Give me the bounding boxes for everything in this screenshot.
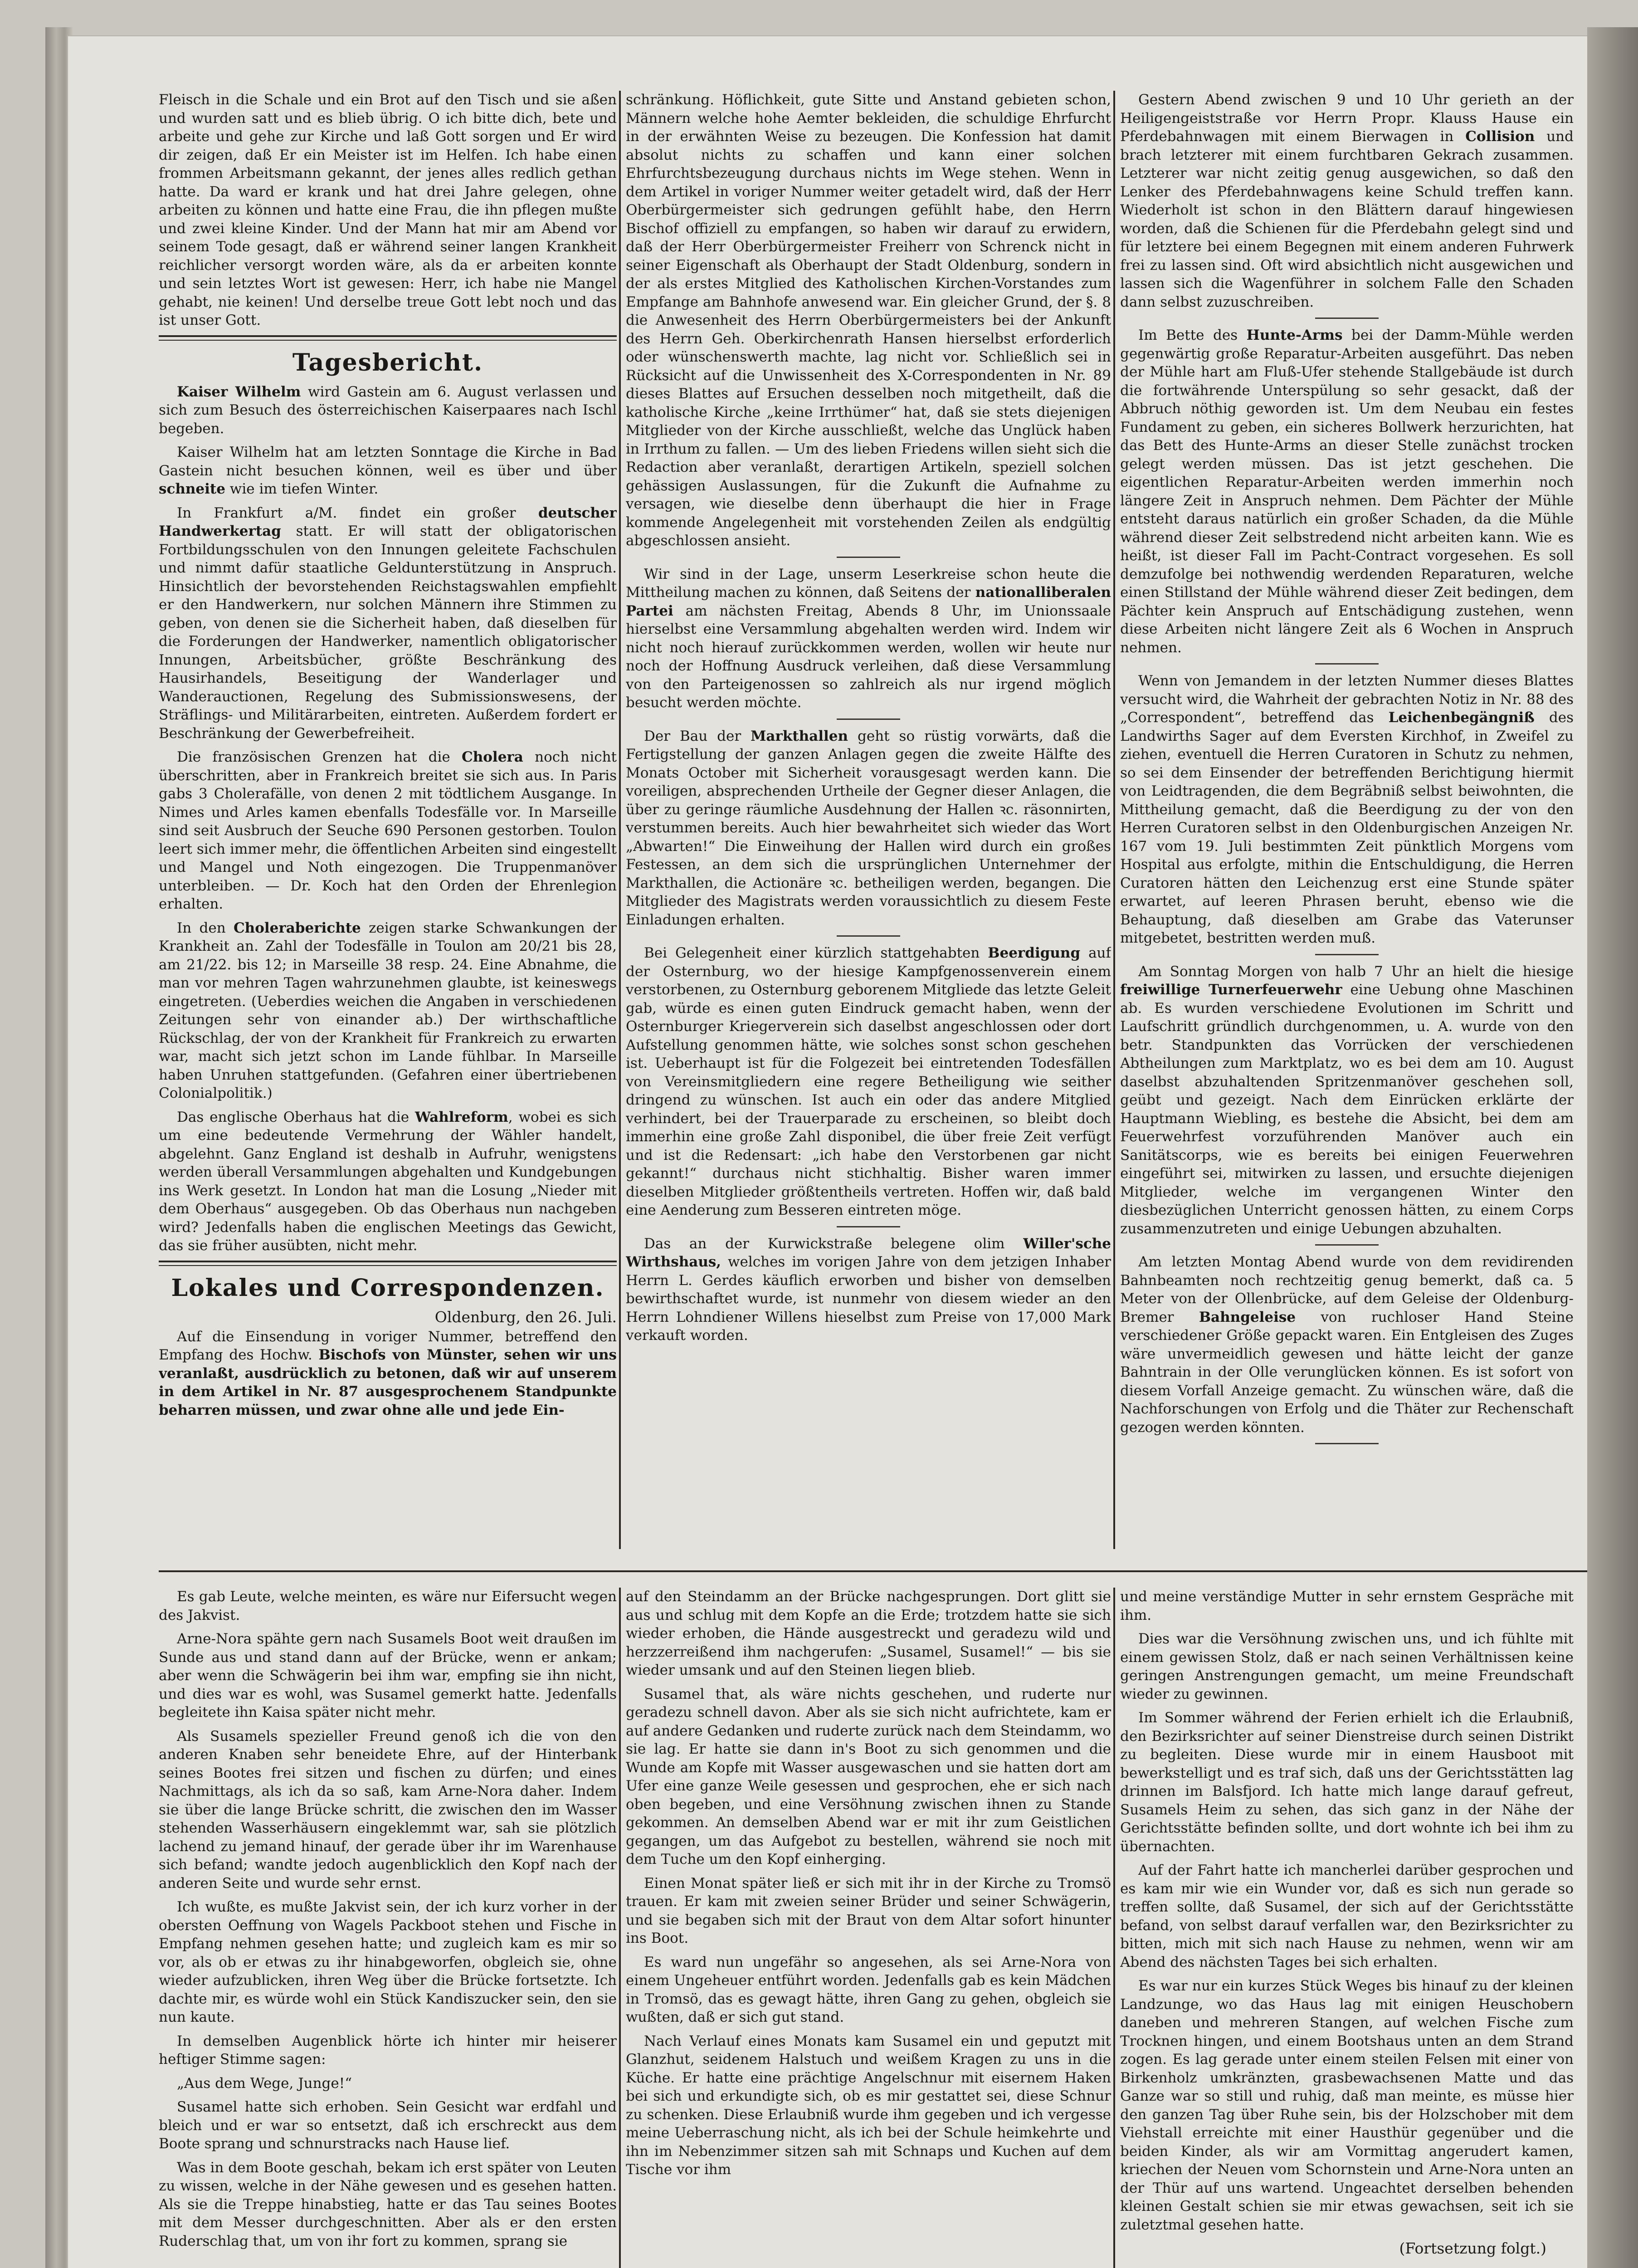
item-divider	[837, 1226, 900, 1227]
section-rule	[159, 340, 617, 341]
news-paragraph: Bei Gelegenheit einer kürzlich stattgehabten Beerdigung auf der Osternburg, wo der hiesige Kampfgenossenverein einem verstorbenen, zu Osternburg geborenem Mitgliede das letzte Geleit gab, würde es einen guten Eindruck gemacht haben, wenn der Osternburger Kriegerverein sich daselbst angeschlossen oder dort Aufstellung genommen hätte, wie solches sonst schon geschehen ist. Ueberhaupt ist für die Folgezeit bei eintretenden Todesfällen von Vereinsmitgliedern eine regere Betheiligung wie seither dringend zu wünschen. Ist auch ein oder das andere Mitglied verhindert, bei der Trauerparade zu erscheinen, so bleibt doch immerhin eine große Zahl disponibel, die über freie Zeit verfügt und ist die Redensart: „ich habe den Verstorbenen gar nicht gekannt!“ durchaus nicht stichhaltig. Bisher waren immer dieselben Mitglieder größtentheils vertreten. Hoffen wir, daß bald eine Aenderung zum Besseren eintreten möge.	[626, 945, 1111, 1218]
continuation-note: (Fortsetzung folgt.)	[1399, 2239, 1546, 2257]
news-paragraph: Das englische Oberhaus hat die Wahlreform, wobei es sich um eine bedeutende Vermehrung der Wähler handelt, abgelehnt. Ganz England ist deshalb in Aufruhr, wenigstens werden überall Versammlungen abgehalten und Kundgebungen ins Werk gesetzt. In London hat man die Losung „Nieder mit dem Oberhaus“ ausgegeben. Ob das Oberhaus nun nachgeben wird? Jedenfalls haben die englischen Meetings das Gewicht, das sie früher ausübten, nicht mehr.	[159, 1109, 617, 1254]
news-section	[91, 91, 1574, 1551]
item-divider	[837, 935, 900, 937]
story-paragraph: Nach Verlauf eines Monats kam Susamel ein und geputzt mit Glanzhut, seidenem Halstuch und weißem Kragen zu uns in die Küche. Er hatte eine prächtige Angelschnur mit eisernem Haken bei sich und erkundigte sich, ob es mir gestattet sei, diese Schnur zu schenken. Diese Erlaubniß wurde ihm gegeben und ich vergesse meine Ueberraschung nicht, als ich bei der Schule heimkehrte und ihn im Nebenzimmer sitzen sah mit Schnaps und Kuchen auf dem Tische vor ihm	[626, 2033, 1111, 2178]
section-rule	[159, 335, 617, 337]
column-rule	[1113, 91, 1115, 1549]
story-paragraph: „Aus dem Wege, Junge!“	[177, 2075, 352, 2092]
news-column-1	[159, 91, 617, 1551]
section-title-lokales: Lokales und Correspondenzen.	[171, 1274, 604, 1302]
column-rule	[1113, 1588, 1115, 2268]
feuilleton-rule	[159, 1570, 1587, 1572]
item-divider	[1315, 663, 1379, 665]
story-column-1	[159, 1588, 617, 2268]
section-rule	[159, 1265, 617, 1266]
news-paragraph: Im Bette des Hunte-Arms bei der Damm-Mühle werden gegenwärtig große Reparatur-Arbeiten ausgeführt. Das neben der Mühle hart am Fluß-Ufer stehende Stallgebäude ist durch die fortwährende Unterspülung so sehr gesackt, daß der Abbruch nöthig geworden ist. Um dem Neubau ein festes Fundament zu geben, ein sicheres Bollwerk herzurichten, hat das Bett des Hunte-Arms an dieser Stelle zunächst trocken gelegt werden müssen. Das ist jetzt geschehen. Die eigentlichen Reparatur-Arbeiten werden immerhin noch längere Zeit in Anspruch nehmen. Dem Pächter der Mühle entsteht daraus natürlich ein großer Schaden, da die Mühle während dieser Zeit selbstredend nicht arbeiten kann. Wie es heißt, ist dieser Fall im Pacht-Contract vorgesehen. Es soll demzufolge bei nothwendig werdenden Reparaturen, welche einen Stillstand der Mühle während dieser Zeit bedingen, dem Pächter kein Anspruch auf Entschädigung zustehen, wenn diese Arbeiten nicht längere Zeit als 6 Wochen in Anspruch nehmen.	[1120, 327, 1574, 656]
item-divider	[837, 719, 900, 720]
item-divider	[1315, 1443, 1379, 1444]
news-paragraph: Am letzten Montag Abend wurde von dem revidirenden Bahnbeamten noch rechtzeitig genug bemerkt, daß ca. 5 Meter von der Ollenbrücke, auf dem Geleise der Oldenburg-Bremer Bahngeleise von ruchloser Hand Steine verschiedener Größe gepackt waren. Ein Entgleisen des Zuges wäre unvermeidlich gewesen und hätte leicht der ganze Bahntrain in der Olle verunglücken können. Es ist sofort von diesem Vorfall Anzeige gemacht. Zu wünschen wäre, daß die Nachforschungen von Erfolg und die Thäter zur Rechenschaft gezogen werden könnten.	[1120, 1254, 1574, 1436]
page-stack-edge	[1587, 27, 1638, 2268]
intro-paragraph: Fleisch in die Schale und ein Brot auf den Tisch und sie aßen und wurden satt und es blieb übrig. O ich bitte dich, bete und arbeite und gehe zur Kirche und laß Gott sorgen und Er wird dir zeigen, daß Er ein Meister ist im Helfen. Ich habe einen frommen Arbeitsmann gekannt, der jenes alles redlich gethan hatte. Da ward er krank und hat drei Jahre gelegen, ohne arbeiten zu können und hatte eine Frau, die ihn pflegen mußte und zwei kleine Kinder. Und der Mann hat mir am Abend vor seinem Tode gesagt, daß er während seiner langen Krankheit reichlicher versorgt worden wäre, als da er arbeiten konnte und sein letztes Wort ist gewesen: Herr, ich habe nie Mangel gehabt, nie keinen! Und derselbe treue Gott lebt noch und das ist unser Gott.	[159, 92, 617, 328]
story-paragraph: Dies war die Versöhnung zwischen uns, und ich fühlte mit einem gewissen Stolz, daß er nach seinen Verhältnissen keine geringen Anstrengungen gemacht, um meine Freundschaft wieder zu gewinnen.	[1120, 1631, 1574, 1702]
section-rule	[159, 1261, 617, 1262]
column-rule	[619, 1588, 621, 2268]
news-paragraph: In den Choleraberichte zeigen starke Schwankungen der Krankheit an. Zahl der Todesfälle in Toulon am 20/21 bis 28, am 21/22. bis 12; in Marseille 38 resp. 24. Eine Abnahme, die man vor mehren Tagen wahrzunehmen glaubte, ist keineswegs eingetreten. (Ueberdies weichen die Angaben in verschiedenen Zeitungen sehr von einander ab.) Der wirthschaftliche Rückschlag, der von der Krankheit für Frankreich zu erwarten war, macht sich jetzt schon im Lande fühlbar. In Marseille haben Unruhen stattgefunden. (Gefahren einer übertriebenen Colonialpolitik.)	[159, 919, 617, 1101]
item-divider	[837, 557, 900, 558]
news-paragraph: In Frankfurt a/M. findet ein großer deutscher Handwerkertag statt. Er will statt der obligatorischen Fortbildungsschulen von den Innungen geleitete Fachschulen und nimmt dafür staatliche Geldunterstützung in Anspruch. Hinsichtlich der bevorstehenden Reichstagswahlen empfiehlt er den Handwerkern, nur solchen Männern ihre Stimmen zu geben, von denen sie die Sicherheit haben, daß dieselben für die Forderungen der Handwerker, namentlich obligatorischer Innungen, Arbeitsbücher, größte Beschränkung des Hausirhandels, Beseitigung der Wanderlager und Wanderauctionen, Regelung des Submissionswesens, der Sträflings- und Militärarbeiten, eintreten. Außerdem fordert er Beschränkung der Gewerbefreiheit.	[159, 504, 617, 742]
story-paragraph: In demselben Augenblick hörte ich hinter mir heiserer heftiger Stimme sagen:	[159, 2033, 617, 2068]
news-paragraph: Das an der Kurwickstraße belegene olim Willer'sche Wirthshaus, welches im vorigen Jahre von dem jetzigen Inhaber Herrn L. Gerdes käuflich erworben und bisher von demselben bewirthschaftet wurde, ist nunmehr von diesem wieder an den Herrn Lohndiener Willens hieselbst zum Preise von 17,000 Mark verkauft worden.	[626, 1235, 1111, 1344]
news-paragraph: Wenn von Jemandem in der letzten Nummer dieses Blattes versucht wird, die Wahrheit der gebrachten Notiz in Nr. 88 des „Correspondent“, betreffend das Leichenbegängniß des Landwirths Sager auf dem Eversten Kirchhof, in Zweifel zu ziehen, eventuell die Herren Curatoren in Schutz zu nehmen, so sei dem Einsender der betreffenden Berichtigung hiermit von Leidtragenden, die dem Begräbniß selbst beiwohnten, die Mittheilung gemacht, daß die Beerdigung zu der von den Herren Curatoren selbst in den Oldenburgischen Anzeigen Nr. 167 vom 19. Juli bestimmten Zeit pünktlich Morgens vom Hospital aus erfolgte, mithin die Entschuldigung, die Herren Curatoren hätten den Leichenzug erst eine Stunde später erwartet, auf leeren Phrasen beruht, ebenso wie die Behauptung, daß dieselben am Grabe das Vaterunser mitgebetet, bestritten werden muß.	[1120, 673, 1574, 946]
news-paragraph: Der Bau der Markthallen geht so rüstig vorwärts, daß die Fertigstellung der ganzen Anlagen gegen die zweite Hälfte des Monats October mit Sicherheit vorausgesagt werden kann. Die voreiligen, absprechenden Urtheile der Gegner dieser Anlagen, die über zu geringe räumliche Ausdehnung der Hallen ꝛc. räsonnirten, verstummen bereits. Auch hier bewahrheitet sich wieder das Wort „Abwarten!“ Die Einweihung der Hallen wird durch ein großes Festessen, an dem sich die ursprünglichen Unternehmer der Markthallen, die Actionäre ꝛc. betheiligen werden, begangen. Die Mitglieder des Magistrats werden voraussichtlich zu diesem Feste Einladungen erhalten.	[626, 728, 1111, 928]
story-column-3	[1120, 1588, 1574, 2268]
news-column-3	[1120, 91, 1574, 1551]
news-paragraph: Am Sonntag Morgen von halb 7 Uhr an hielt die hiesige freiwillige Turnerfeuerwehr eine Uebung ohne Maschinen ab. Es wurden verschiedene Evolutionen im Schritt und Laufschritt gründlich durchgenommen, u. A. wurde von den betr. Standpunkten das Vorrücken der verschiedenen Abtheilungen zum Marktplatz, wo es bei dem am 10. August daselbst abzuhaltenden Spritzenmanöver geschehen soll, geübt und gezeigt. Nach dem Einrücken erklärte der Hauptmann Wiebling, es bestehe die Absicht, bei dem am Feuerwehrfest vorzuführenden Manöver auch ein Sanitätscorps, wie es bereits bei einigen Feuerwehren eingeführt sei, mitwirken zu lassen, und ersuchte diejenigen Mitglieder, welche im vergangenen Winter den diesbezüglichen Unterricht genossen hätten, zu einem Corps zusammenzutreten und einige Uebungen abzuhalten.	[1120, 963, 1574, 1237]
news-paragraph: Wir sind in der Lage, unserm Leserkreise schon heute die Mittheilung machen zu können, daß Seitens der nationalliberalen Partei am nächsten Freitag, Abends 8 Uhr, im Unionssaale hierselbst eine Versammlung abgehalten werden wird. Indem wir nicht noch hierauf zurückkommen werden, wollen wir heute nur noch der Hoffnung Ausdruck verleihen, daß diese Versammlung von den Parteigenossen so zahlreich als nur irgend möglich besucht werden möchte.	[626, 566, 1111, 711]
story-paragraph: Als Susamels spezieller Freund genoß ich die von den anderen Knaben sehr beneidete Ehre, auf der Hinterbank seines Bootes frei sitzen und fischen zu dürfen; und eines Nachmittags, als ich da so saß, kam Arne-Nora daher. Indem sie über die lange Brücke schritt, die zwischen den im Wasser stehenden Wasserhäusern eingeklemmt war, sah sie plötzlich lachend zu jemand hinauf, der gerade über ihr im Warenhause sich befand; wandte jedoch augenblicklich den Kopf nach der anderen Seite und wurde sehr ernst.	[159, 1728, 617, 1892]
feuilleton-section	[91, 1588, 1574, 2268]
story-paragraph: Susamel hatte sich erhoben. Sein Gesicht war erdfahl und bleich und er war so entsetzt, daß ich erschreckt aus dem Boote sprang und schnurstracks nach Hause lief.	[159, 2099, 617, 2152]
story-paragraph: Es war nur ein kurzes Stück Weges bis hinauf zu der kleinen Landzunge, wo das Haus lag mit einigen Heuschobern daneben und mehreren Stangen, auf welchen Fische zum Trocknen hingen, und einem Bootshaus unten an dem Strand zogen. Es lag gerade unter einem steilen Felsen mit einer von Birkenholz umkränzten, grasbewachsenen Matte und das Ganze war so still und ruhig, daß man meinte, es müsse hier den ganzen Tag über Ruhe sein, bis der Holzschober mit dem Viehstall erreichte mit einer Hausthür gegenüber und die beiden Kinder, als wir am Vormittag angerudert kamen, kriechen der Neuen vom Schornstein und Arne-Nora unten an der Thür auf uns wartend. Ungeachtet derselben behenden kleinen Gestalt schien sie mir etwas gewachsen, seit ich sie zuletztmal gesehen hatte.	[1120, 1978, 1574, 2233]
item-divider	[1315, 954, 1379, 955]
story-paragraph: auf den Steindamm an der Brücke nachgesprungen. Dort glitt sie aus und schlug mit dem Kopfe an die Erde; trotzdem hatte sie sich wieder erhoben, die Hände ausgestreckt und geradezu wild und herzzerreißend ihm nachgerufen: „Susamel, Susamel!“ — bis sie wieder umsank und auf den Steinen liegen blieb.	[626, 1589, 1111, 1678]
dateline: Oldenburg, den 26. Juli.	[434, 1308, 617, 1326]
story-paragraph: Was in dem Boote geschah, bekam ich erst später von Leuten zu wissen, welche in der Nähe gewesen und es gesehen hatten. Als sie die Treppe hinabstieg, hatte er das Tau seines Bootes mit dem Messer durchgeschnitten. Aber als er den ersten Ruderschlag that, um von ihr fort zu kommen, sprang sie	[159, 2159, 617, 2249]
story-paragraph: Auf der Fahrt hatte ich mancherlei darüber gesprochen und es kam mir wie ein Wunder vor, daß es sich nun gerade so treffen sollte, daß Susamel, der sich auf der Gerichtsstätte befand, von selbst darauf verfallen war, den Bezirksrichter zu bitten, mich mit sich nach Hause zu nehmen, wenn wir am Abend des nächsten Tages bei sich erhalten.	[1120, 1862, 1574, 1970]
news-paragraph: Die französischen Grenzen hat die Cholera noch nicht überschritten, aber in Frankreich breitet sie sich aus. In Paris gabs 3 Cholerafälle, von denen 2 mit tödtlichem Ausgange. In Nimes und Arles kamen ebenfalls Todesfälle vor. In Marseille sind seit Ausbruch der Seuche 690 Personen gestorben. Toulon leert sich immer mehr, die öffentlichen Arbeiten sind eingestellt und Mangel und Noth eingezogen. Die Truppenmanöver unterbleiben. — Dr. Koch hat den Orden der Ehrenlegion erhalten.	[159, 749, 617, 912]
news-column-2	[626, 91, 1111, 1551]
column-rule	[619, 91, 621, 1549]
news-paragraph: Auf die Einsendung in voriger Nummer, betreffend den Empfang des Hochw. Bischofs von Münster, sehen wir uns veranlaßt, ausdrücklich zu betonen, daß wir auf unserem in dem Artikel in Nr. 87 ausgesprochenem Standpunkte beharren müssen, und zwar ohne alle und jede Ein-	[159, 1328, 617, 1418]
story-paragraph: Einen Monat später ließ er sich mit ihr in der Kirche zu Tromsö trauen. Er kam mit zweien seiner Brüder und seiner Schwägerin, und sie begaben sich mit der Braut von dem Altar sofort hinunter ins Boot.	[626, 1875, 1111, 1946]
story-paragraph: Susamel that, als wäre nichts geschehen, und ruderte nur geradezu schnell davon. Aber als sie sich nicht aufrichtete, kam er auf andere Gedanken und ruderte zurück nach dem Steindamm, wo sie lag. Er hatte sie dann in's Boot zu sich genommen und die Wunde am Kopfe mit Wasser ausgewaschen und sie hatten dort am Ufer eine ganze Weile gesessen und gesprochen, ehe er sich nach oben begeben, und eine Versöhnung zwischen ihnen zu Stande gekommen. An demselben Abend war er mit ihr zum Geistlichen gegangen, um das Aufgebot zu bestellen, während sie noch mit dem Tuche um den Kopf einherging.	[626, 1686, 1111, 1867]
section-title-tagesbericht: Tagesbericht.	[292, 348, 483, 376]
story-column-2	[626, 1588, 1111, 2268]
item-divider	[1315, 318, 1379, 319]
news-paragraph: schränkung. Höflichkeit, gute Sitte und Anstand gebieten schon, Männern welche hohe Aemter bekleiden, die schuldige Ehrfurcht in der erwähnten Weise zu bezeugen. Die Konfession hat damit absolut nichts zu schaffen und kann einer solchen Ehrfurchtsbezeugung durchaus nichts im Wege stehen. Wenn in dem Artikel in voriger Nummer weiter getadelt wird, daß der Herr Oberbürgermeister sich gedrungen gefühlt habe, den Herrn Bischof offiziell zu empfangen, so haben wir darauf zu erwidern, daß der Herr Oberbürgermeister Freiherr von Schrenck nicht in seiner Eigenschaft als Oberhaupt der Stadt Oldenburg, sondern in der als erstes Mitglied des Katholischen Kirchen-Vorstandes zum Empfange am Bahnhofe anwesend war. Ein gleicher Grund, der §. 8 die Anwesenheit des Herrn Oberbürgermeisters bei der Ankunft des Herrn Geh. Oberkirchenrath Hansen hierselbst erforderlich oder wünschenswerth machte, lag nicht vor. Schließlich sei in Rücksicht auf die Unwissenheit des X-Correspondenten in Nr. 89 dieses Blattes auf Ersuchen desselben noch mitgetheilt, daß die katholische Kirche „keine Irrthümer“ hat, daß sie stets diejenigen Mitglieder von der Kirche ausschließt, welche das Unglück haben in Irrthum zu fallen. — Um des lieben Friedens willen sieht sich die Redaction aber veranlaßt, derartigen Artikeln, speziell solchen gehässigen Auslassungen, für die Zukunft die Aufnahme zu versagen, wie dieselbe denn überhaupt die hier in Frage kommende Angelegenheit mit vorstehenden Zeilen als endgültig abgeschlossen ansieht.	[626, 92, 1111, 549]
news-paragraph: Kaiser Wilhelm hat am letzten Sonntage die Kirche in Bad Gastein nicht besuchen können, weil es über und über schneite wie im tiefen Winter.	[159, 444, 617, 497]
news-paragraph: Kaiser Wilhelm wird Gastein am 6. August verlassen und sich zum Besuch des österreichischen Kaiserpaares nach Ischl begeben.	[159, 383, 617, 437]
item-divider	[1315, 1244, 1379, 1246]
story-paragraph: Arne-Nora spähte gern nach Susamels Boot weit draußen im Sunde aus und stand dann auf der Brücke, wenn er ankam; aber wenn die Schwägerin bei ihm war, empfing sie ihn nicht, und dies war es wohl, was Susamel gemerkt hatte. Jedenfalls begleitete ihn Kaisa später nicht mehr.	[159, 1631, 617, 1721]
story-paragraph: und meine verständige Mutter in sehr ernstem Gespräche mit ihm.	[1120, 1589, 1574, 1623]
story-paragraph: Im Sommer während der Ferien erhielt ich die Erlaubniß, den Bezirksrichter auf seiner Dienstreise durch seinen Distrikt zu begleiten. Diese wurde mir in einem Hausboot mit bewerkstelligt und es traf sich, daß uns der Gerichtsstätten lag drinnen im Balsfjord. Ich hatte mich lange darauf gefreut, Susamels Heim zu sehen, das sich ganz in der Nähe der Gerichtsstätte befinden sollte, und dort wohnte ich bei ihm zu übernachten.	[1120, 1710, 1574, 1855]
story-paragraph: Es ward nun ungefähr so angesehen, als sei Arne-Nora von einem Ungeheuer entführt worden. Jedenfalls gab es kein Mädchen in Tromsö, das es gewagt hätte, ihren Gang zu gehen, obgleich sie wußten, daß er sich gut stand.	[626, 1954, 1111, 2025]
story-paragraph: Es gab Leute, welche meinten, es wäre nur Eifersucht wegen des Jakvist.	[159, 1589, 617, 1623]
story-paragraph: Ich wußte, es mußte Jakvist sein, der ich kurz vorher in der obersten Oeffnung von Wagels Packboot stehen und Fische in Empfang nehmen gesehen hatte; und zugleich kam es mir so vor, als ob er etwas zu ihr hinabgeworfen, obgleich sie, ohne wieder aufzublicken, ihren Weg über die Brücke fortsetzte. Ich dachte mir, es würde wohl ein Stück Kandiszucker sein, den sie nun kaute.	[159, 1899, 617, 2025]
news-paragraph: Gestern Abend zwischen 9 und 10 Uhr gerieth an der Heiligengeiststraße vor Herrn Propr. Klauss Hause ein Pferdebahnwagen mit einem Bierwagen in Collision und brach letzterer mit einem furchtbaren Gekrach zusammen. Letzterer war nicht zeitig genug ausgewichen, so daß den Lenker des Pferdebahnwagens keine Schuld treffen kann. Wiederholt ist schon in den Blättern darauf hingewiesen worden, daß die Schienen für die Pferdebahn gelegt sind und für letztere bei einem Begegnen mit einem anderen Fuhrwerk frei zu lassen sind. Oft wird absichtlich nicht ausgewichen und lassen sich die Wagenführer in solchem Falle den Schaden dann selbst zuzuschreiben.	[1120, 92, 1574, 310]
